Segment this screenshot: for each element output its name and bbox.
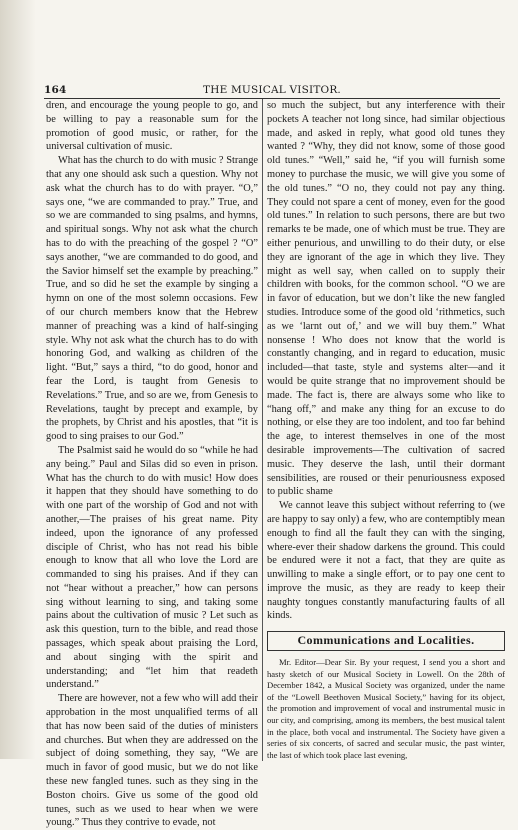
running-title: THE MUSICAL VISITOR. — [203, 84, 341, 96]
section-heading: Communications and Localities. — [267, 631, 505, 651]
page-header — [44, 84, 500, 99]
paragraph: What has the church to do with music ? Strange that any one should ask such a question. Why not ask what the church has to do with prayer. “O,” says one, “we are commanded to pray.” True, and so we are commanded to sing psalms, and hymns, and spiritual songs. Why not ask what the church has to do with the preaching of the gospel ? “O” says another, “we are commanded to do good, and the Savior himself set the example by preaching.” True, and so did he set the example by singing a hymn on one of the most solemn occasions. Few of our church members know that the Hebrew manner of preaching was a kind of half-singing style. Why not ask what the church has to do with honoring God, and walking as children of the light. “But,” says a third, “to do good, honor and fear the Lord, is taught from Genesis to Revelations.” True, and so are we, from Genesis to Revelations, taught by precept and example, by the prophets, by Christ and his apostles, that “it is good to sing praises to our God.” — [46, 155, 258, 443]
paragraph: We cannot leave this subject without referring to (we are happy to say only) a few, who are contemptibly mean enough to find all the fault they can with the singing, where-ever their shadow darkens the ground. This could be endured were it not a fact, that they are quite as unwilling to make a single effort, or to pay one cent to improve the music, as they are ready to keep their naughty tongues constantly manufacturing faults of all kinds. — [267, 500, 505, 622]
page-number: 164 — [44, 84, 67, 96]
paragraph: The Psalmist said he would do so “while he had any being.” Paul and Silas did so even in prison. What has the church to do with music! How does it happen that they should have something to do with one part of the worship of God and not with another,—The praises of his great name. Pity indeed, upon the ignorance of any professed disciple of Christ, who has not read his bible enough to know that all who love the Lord are commanded to sing his praises. And if they can not “hear without a preacher,” how can persons sing without learning to sing, and taking some pains about the cultivation of music ? Let such as ask this question, turn to the bible, and read those passages, which speak about praising the Lord, and about singing with the spirit and understanding; and “let him that readeth understand.” — [46, 444, 258, 691]
left-column — [46, 99, 258, 830]
paragraph: dren, and encourage the young people to go, and be willing to pay a reasonable sum for the promotion of good music, or rather, for the universal cultivation of music. — [46, 100, 258, 153]
paragraph: There are however, not a few who will add their approbation in the most unqualified terms of all that has now been said of the duties of ministers and churches. But when they are addressed on the subject of doing something, they say, “We are much in favor of good music, but we do not like these new fangled tunes. such as they sing in the Boston choirs. Give us some of the good old tunes, such as we used to hear when we were young.” Thus they contrive to evade, not — [46, 693, 258, 829]
letter-paragraph: Mr. Editor—Dear Sir. By your request, I send you a short and hasty sketch of our Musical Society in Lowell. On the 28th of December 1842, a Musical Society was organized, under the name of the “Lowell Beethoven Musical Society,” having for its object, the promotion and improvement of vocal and instrumental music in our city, and comprising, among its members, the best musical talent in the place, both vocal and instrumental. The Society have given a series of six concerts, of sacred and secular music, the past winter, the last of which took place last evening, — [267, 657, 505, 760]
binding-shadow — [0, 0, 36, 759]
paragraph: so much the subject, but any interference with their pockets A teacher not long since, had similar objectious made, and asked in reply, what good old tunes they wanted ? “Why, they did not know, some of those good old tunes.” “Well,” said he, “if you will furnish some money to purchase the music, we will give you some of the old tunes.” “O no, they could not pay any thing. They could not spare a cent of money, even for the good old tunes.” In relation to such persons, there are but two remarks te be made, one of which must be true. They are either penurious, and unwilling to do their duty, or else they are ignorant of the age in which they live. They might as well say, when called on to supply their children with books, for the common school. “O we are in favor of education, but we don’t like the new fangled studies. Introduce some of the good old ‘rithmetics, such as we ‘larnt out of,’ and we will buy them.” What nonsense ! Who does not know that the world is constantly changing, and in regard to education, music included—that taste, style and systems alter—and it would be quite strange that no improvement should be made. The fact is, there are always some who like to “hang off,” and make any thing for an excuse to do nothing, or else they are too indolent, and too far behind the age, to interest themselves in one of the most desirable improvements—The cultivation of sacred music. They deserve the lash, until their dormant sensibilities, are roused or their penuriousness exposed to public shame — [267, 100, 505, 498]
right-column — [262, 99, 505, 761]
